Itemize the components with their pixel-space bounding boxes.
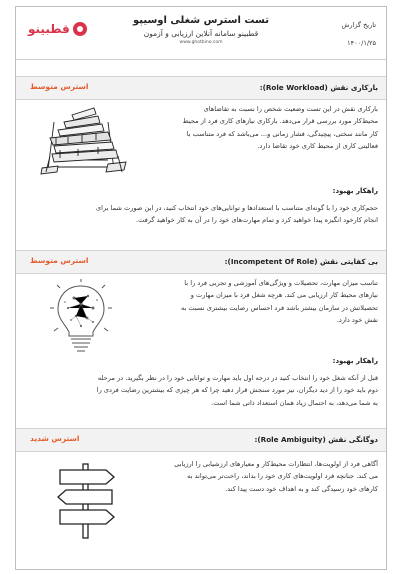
logo-circle-icon: [73, 22, 87, 36]
text-line: دوم باید خود را از دید دیگران، نیز مورد سنجش قرار دهید چرا که هر چیزی که بیشترین رضایت فردی را: [96, 386, 378, 395]
stress-level-badge: استرس متوسط: [30, 256, 89, 265]
brand-logo: [28, 22, 87, 36]
stress-level-badge: استرس متوسط: [30, 82, 89, 91]
improvement-heading: راهکار بهبود:: [332, 187, 378, 195]
text-line: محیط‌کار مورد بررسی قرار می‌دهد. بارکاری نیازهای کاری فرد از محیط: [182, 117, 378, 126]
stack-of-books-illustration: [38, 102, 130, 177]
section-incompetent-of-role: [16, 250, 386, 407]
signpost-icon: [50, 460, 122, 540]
stress-level-badge: استرس شدید: [30, 434, 80, 443]
light-bulb-icon: [46, 278, 116, 356]
section-header: [16, 250, 386, 274]
section-description: [134, 103, 378, 153]
report-header: [16, 7, 386, 60]
text-line: کارهای خود رسیدگی کند و به اهداف خود دست پیدا کند.: [225, 484, 378, 493]
report-date-value: ۱۴۰۰/۱/۲۵: [347, 39, 376, 47]
report-date-label: تاریخ گزارش: [341, 21, 376, 29]
site-url: www.ghotbino.com: [179, 40, 223, 45]
text-line: انجام کارخود انگیزه پیدا خواهید کرد و تمام مهارت‌های خود را در آن به کار خواهید گرفت.: [136, 216, 378, 225]
improvement-text: [24, 202, 378, 227]
section-header: [16, 76, 386, 100]
text-line: حجم‌کاری خود را با گونه‌ای متناسب با استعدادها و توانایی‌های خود انتخاب کنید، در این صورت شما برای: [96, 204, 378, 212]
text-line: قبل از آنکه شغل خود را انتخاب کنید در درجه اول باید مهارت و توانایی خود را در نظر بگیرید. در مرحله: [97, 374, 378, 382]
improvement-heading: راهکار بهبود:: [332, 357, 378, 365]
report-page: [15, 6, 387, 570]
page-title: تست استرس شغلی اوسیپو: [133, 15, 269, 26]
text-line: به شما می‌دهد، به احتمال زیاد همان استعداد ذاتی شما است.: [211, 398, 378, 407]
title-block: [121, 15, 281, 45]
page-subtitle: قطبینو سامانه آنلاین ارزیابی و آزمون: [143, 29, 259, 38]
text-line: می کند. جنانچه فرد اولویت‌های کاری خود را بداند، راحت‌تر می‌تواند به: [187, 472, 378, 481]
text-line: نیازهای محیط کار ارزیابی می کند. هرچه شغل فرد با میزان مهارت و: [190, 291, 378, 300]
section-description: [134, 458, 378, 495]
section-title: بی کفایتی نقش (Incompetent Of Role):: [224, 257, 378, 266]
text-line: بارکاری نقش در این تست وضعیت شخص را نسبت به تقاضاهای: [203, 105, 378, 113]
text-line: تناسب میزان مهارت، تحصیلات و ویژگی‌های آموزشی و تجربی فرد را با: [184, 279, 378, 287]
text-line: تحصیلاتش در سازمان بیشتر باشد فرد احساس رضایت بیشتری نسبت به: [180, 303, 378, 312]
section-header: [16, 428, 386, 452]
text-line: کار مانند سختی، پیچیدگی، فشار زمانی و... می‌باشد که فرد متناسب با: [186, 129, 378, 138]
text-line: نقش خود دارد.: [336, 316, 378, 325]
logo-text: قطبینو: [28, 22, 70, 36]
section-title: دوگانگی نقش (Role Ambiguity):: [254, 435, 378, 444]
improvement-text: [24, 372, 378, 409]
section-description: [134, 277, 378, 327]
text-line: آگاهی فرد از اولویت‌ها، انتظارات محیط‌کار و معیارهای ارزشیابی را ارزیابی: [174, 460, 378, 468]
section-title: بارکاری نقش (Role Workload):: [259, 83, 378, 92]
report-date-block: [341, 21, 376, 47]
section-role-ambiguity: [16, 428, 386, 493]
section-role-workload: [16, 76, 386, 225]
text-line: فعالیتی کاری از محیط کاری خود تقاضا دارد.: [257, 142, 378, 151]
